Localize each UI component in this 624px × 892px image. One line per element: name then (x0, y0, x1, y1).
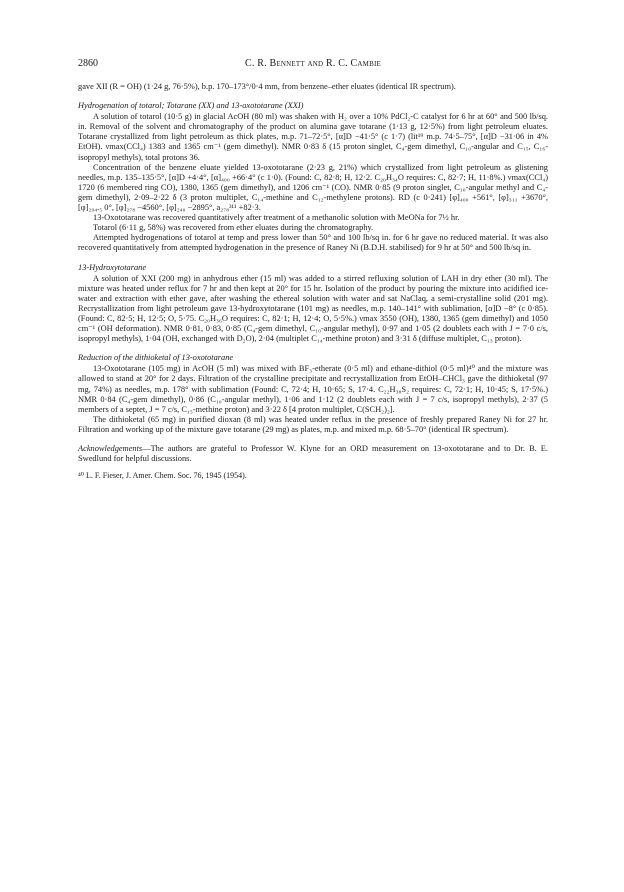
paragraph-continuation: gave XII (R = OH) (1·24 g, 76·5%), b.p. 170–173°/0·4 mm, from benzene–ether eluates (identical IR spectrum). (78, 82, 456, 91)
article-body (78, 82, 548, 481)
running-title: C. R. Bennett and R. C. Cambie (245, 58, 381, 69)
acknowledgements-text: —The authors are grateful to Professor W. Klyne for an ORD measurement on 13-oxototarane and to Dr. B. E. Swedlund for helpful discussions. (78, 444, 548, 464)
paragraph-meona: 13-Oxototarane was recovered quantitatively after treatment of a methanolic solution with MeONa for 7½ hr. (93, 213, 460, 223)
paragraph-totarol-recovered: Totarol (6·11 g, 58%) was recovered from ether eluates during the chromatography. (93, 223, 374, 233)
footnote: ⁴⁰ L. F. Fieser, J. Amer. Chem. Soc. 76, 1945 (1954). (78, 471, 247, 481)
section-heading-hydroxytotarane: 13-Hydroxytotarane (78, 262, 147, 272)
acknowledgements (78, 444, 548, 464)
page-number: 2860 (78, 58, 98, 69)
paragraph-hydrogenation: A solution of totarol (10·5 g) in glacial AcOH (80 ml) was shaken with H₂ over a 10% PdCl₂-C catalyst for 6 hr at 60° and 500 lb/sq. in. Removal of the solvent and chromatography of the product on alumina gave totarane (1·13 g, 12·5%) from light petroleum eluates. Totarane crystallized from light petroleum as thick plates, m.p. 71–72·5°, [α]D −41·5° (c 1·7) (lit¹⁹ m.p. 74·5–75°, [α]D −31·06 in 4% EtOH). νmax(CCl₄) 1383 and 1365 cm⁻¹ (gem dimethyl). NMR 0·83 δ (15 proton singlet, C₄-gem dimethyl, C₁₀-angular and C₁₅, C₁₆-isopropyl methyls), total protons 36. (78, 112, 548, 162)
paragraph-attempted-hydrogenation: Attempted hydrogenations of totarol at temp and press lower than 50° and 100 lb/sq in. for 6 hr gave no reduced material. It was also recovered quantitatively from attempted hydrogenation in the presence of Raney Ni (B.D.H. stabilised) for 9 hr at 50° and 500 lb/sq in. (78, 233, 548, 253)
page-header (78, 58, 548, 72)
paragraph-raney-reduction: The dithioketal (65 mg) in purified dioxan (8 ml) was heated under reflux in the presence of freshly prepared Raney Ni for 27 hr. Filtration and working up of the mixture gave totarane (29 mg) as plates, m.p. and mixed m.p. 68·5–70° (identical IR spectrum). (78, 414, 548, 434)
acknowledgements-label: Acknowledgements (78, 444, 143, 453)
section-heading-dithioketal: Reduction of the dithioketal of 13-oxototarane (78, 353, 234, 363)
section-heading-hydrogenation: Hydrogenation of totarol; Totarane (XX) and 13-oxototarane (XXI) (78, 101, 304, 111)
paragraph-dithioketal: 13-Oxototarane (105 mg) in AcOH (5 ml) was mixed with BF₃-etherate (0·5 ml) and ethane-dithiol (0·5 ml)⁴⁰ and the mixture was allowed to stand at 20° for 2 days. Filtration of the crystalline precipitate and recrystallization from EtOH–CHCl₃ gave the dithioketal (97 mg, 74%) as needles, m.p. 178° with sublimation (Found: C, 72·4; H, 10·65; S, 17·4. C₂₂H₃₈S₂ requires: C, 72·1; H, 10·45; S, 17·5%.) NMR 0·84 (C₄-gem dimethyl), 0·86 (C₁₀-angular methyl), 1·06 and 1·12 (2 doublets each with J = 7 c/s, isopropyl methyls), 2·37 (5 members of a septet, J = 7 c/s, C₁₅-methine proton) and 3·22 δ [4 proton multiplet, C(SCH₂)₂]. (78, 364, 548, 414)
paragraph-hydroxytotarane: A solution of XXI (200 mg) in anhydrous ether (15 ml) was added to a stirred refluxing solution of LAH in dry ether (30 ml). The mixture was heated under reflux for 7 hr and then kept at 20° for 15 hr. Isolation of the product by pouring the mixture into acidified ice-water and extraction with ether gave, after washing the ethereal solution with water and sat NaClaq, a semi-crystalline solid (201 mg). Recrystallization from light petroleum gave 13-hydroxytotarane (101 mg) as needles, m.p. 140–141° with sublimation, [α]D −8° (c 0·85). (Found: C, 82·5; H, 12·5; O, 5·75. C₂₀H₃₆O requires: C, 82·1; H, 12·4; O, 5·5%.) νmax 3550 (OH), 1380, 1365 (gem dimethyl) and 1050 cm⁻¹ (OH deformation). NMR 0·81, 0·83, 0·85 (C₄-gem dimethyl, C₁₀-angular methyl), 0·97 and 1·05 (2 doublets each with J = 7·0 c/s, isopropyl methyls), 1·04 (OH, exchanged with D₂O), 2·04 (multiplet C₁₄-methine proton) and 3·31 δ (diffuse multiplet, C₁₃ proton). (78, 273, 548, 344)
paragraph-oxototarane: Concentration of the benzene eluate yielded 13-oxototarane (2·23 g, 21%) which crystallized from light petroleum as glistening needles, m.p. 135–135·5°, [α]D +4·4°, [α]₄₀₀ +66·4° (c 1·0). (Found: C, 82·8; H, 12·2. C₂₀H₃₄O requires: C, 82·7; H, 11·8%.) νmax(CCl₄) 1720 (6 membered ring CO), 1380, 1365 (gem dimethyl), and 1206 cm⁻¹ (CO). NMR 0·85 (9 proton singlet, C₁₀-angular methyl and C₄-gem dimethyl), 2·09–2·22 δ (3 proton multiplet, C₁₄-methine and C₁₂-methylene protons). RD (c 0·241) [φ]₄₀₀ +561°, [φ]₃₁₁ +3670°, [φ]₂₉₄.₅ 0°, [φ]₂₇₈ −4560°, [φ]₂₄₀ −2895°, a₂₇₈³¹¹ +82·3. (78, 162, 548, 213)
